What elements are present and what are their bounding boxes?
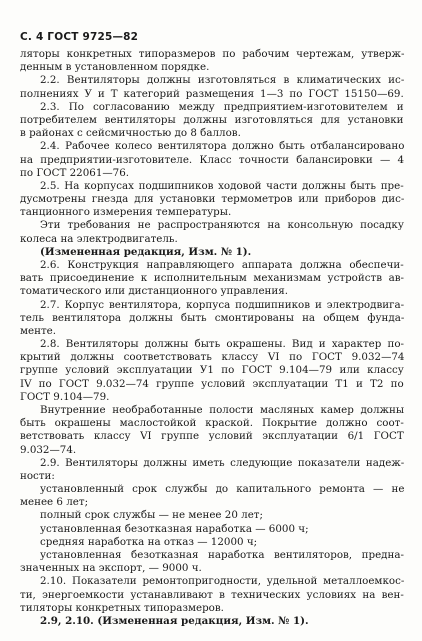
text-line: 2.9. Вентиляторы должны иметь следующие показатели надеж- [40, 456, 405, 469]
page-header: С. 4 ГОСТ 9725—82 [20, 31, 139, 43]
text-line: полнениях У и Т категорий размещения 1—3 по ГОСТ 15150—69. [20, 87, 404, 100]
list-line: менее 6 лет; [20, 496, 89, 509]
text-line: колеса на электродвигатель. [20, 232, 178, 245]
text-line: танционного измерения температуры. [20, 206, 232, 219]
text-line: 2.2. Вентиляторы должны изготовляться в климатических ис- [40, 74, 405, 87]
text-line: 9.032—74. [20, 443, 77, 456]
text-line: тель вентилятора должны быть смонтированы на общем фунда- [20, 311, 405, 324]
text-line: дусмотрены гнезда для установки термометров или приборов дис- [20, 193, 405, 205]
text-line: ГОСТ 9.104—79. [20, 390, 110, 403]
text-line: томатического или дистанционного управления. [20, 285, 289, 298]
text-line: крытий должны соответствовать классу VI по ГОСТ 9.032—74 [20, 351, 405, 364]
list-line: средняя наработка на отказ — 12000 ч; [40, 535, 258, 548]
list-line: значенных на экспорт, — 9000 ч. [20, 562, 202, 575]
text-line: IV по ГОСТ 9.032—74 группе условий эксплуатации Т1 и Т2 по [20, 377, 404, 390]
text-line: ности: [20, 469, 55, 482]
text-line: ляторы конкретных типоразмеров по рабочим чертежам, утверж- [20, 48, 405, 60]
text-line: 2.8. Вентиляторы должны быть окрашены. Вид и характер по- [40, 338, 405, 350]
text-line: денным в установленном порядке. [20, 61, 210, 74]
text-line: менте. [20, 324, 57, 337]
text-line: Внутренние необработанные полости масляных камер должны [40, 403, 405, 416]
text-line: в районах с сейсмичностью до 8 баллов. [20, 127, 241, 140]
list-line: установленная безотказная наработка — 6000 ч; [40, 522, 309, 535]
text-line: 2.5. На корпусах подшипников ходовой части должны быть пре- [40, 179, 404, 192]
text-line: ветствовать классу VI группе условий эксплуатации 6/1 ГОСТ [20, 430, 404, 443]
list-line: установленный срок службы до капитального ремонта — не [40, 483, 405, 495]
list-line: установленная безотказная наработка вентиляторов, предна- [40, 548, 404, 561]
text-line: 2.7. Корпус вентилятора, корпуса подшипников и электродвига- [40, 298, 405, 311]
text-line: 2.3. По согласованию между предприятием-изготовителем и [40, 100, 404, 113]
text-line: по ГОСТ 22061—76. [20, 166, 130, 179]
text-line: 2.6. Конструкция направляющего аппарата должна обеспечи- [40, 258, 404, 271]
text-line: группе условий эксплуатации У1 по ГОСТ 9.104—79 или классу [20, 364, 404, 377]
amendment-note: 2.9, 2.10. (Измененная редакция, Изм. № 1). [40, 614, 309, 627]
text-line: потребителем вентиляторы должны изготовляться для установки [20, 113, 404, 126]
text-line: 2.4. Рабочее колесо вентилятора должно быть отбалансировано [40, 140, 405, 153]
text-line: тиляторы конкретных типоразмеров. [20, 601, 224, 614]
amendment-note: (Измененная редакция, Изм. № 1). [40, 245, 252, 258]
text-line: Эти требования не распространяются на консольную посадку [40, 219, 404, 232]
text-line: вать присоединение к исполнительным механизмам устройств ав- [20, 272, 405, 285]
text-line: ти, энергоемкости устанавливают в технических условиях на вен- [20, 588, 404, 601]
list-line: полный срок службы — не менее 20 лет; [40, 509, 263, 522]
text-line: на предприятии-изготовителе. Класс точности балансировки — 4 [20, 153, 405, 166]
text-line: 2.10. Показатели ремонтопригодности, удельной металлоемкос- [40, 575, 405, 588]
text-line: быть окрашены маслостойкой краской. Покрытие должно соот- [20, 417, 404, 430]
